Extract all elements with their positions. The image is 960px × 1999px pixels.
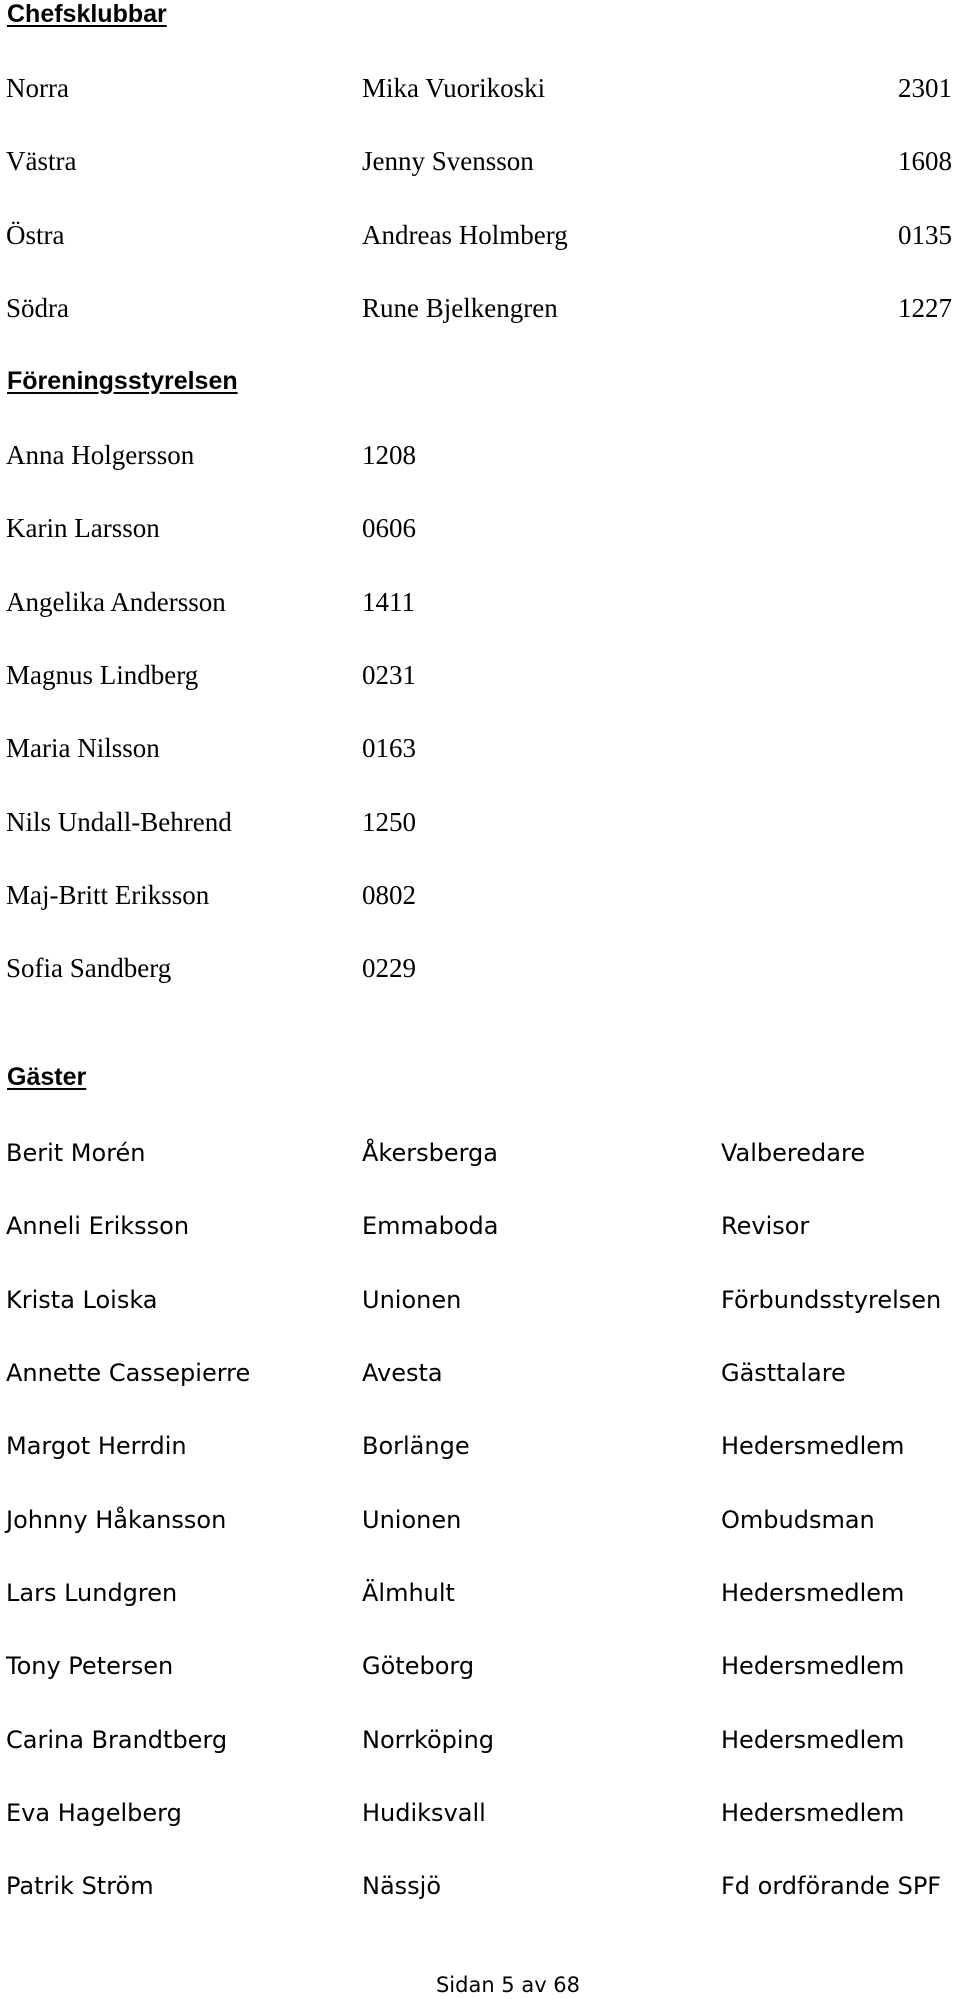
guest-place-cell: Älmhult — [362, 1579, 455, 1607]
guest-role-cell: Gästtalare — [721, 1359, 846, 1387]
region-cell: Södra — [6, 293, 69, 323]
page-footer — [0, 1972, 960, 1998]
list-item — [0, 288, 960, 328]
guest-place-cell: Unionen — [362, 1506, 462, 1534]
table-row — [0, 1646, 960, 1686]
section-heading-foreningsstyrelsen: Föreningsstyrelsen — [7, 367, 238, 395]
name-cell: Mika Vuorikoski — [362, 73, 546, 103]
number-cell: 0231 — [362, 660, 416, 690]
guest-place-cell: Norrköping — [362, 1726, 495, 1754]
table-row — [0, 1793, 960, 1833]
guest-place-cell: Hudiksvall — [362, 1799, 486, 1827]
number-cell: 0802 — [362, 880, 416, 910]
number-cell: 1250 — [362, 807, 416, 837]
guest-role-cell: Hedersmedlem — [721, 1579, 905, 1607]
name-cell: Anna Holgersson — [6, 440, 195, 470]
section-heading-chefsklubbar: Chefsklubbar — [7, 0, 167, 28]
name-cell: Nils Undall-Behrend — [6, 807, 232, 837]
table-row — [0, 1426, 960, 1466]
page-number-label: Sidan 5 av 68 — [435, 1973, 581, 1997]
guest-role-cell: Hedersmedlem — [721, 1799, 905, 1827]
number-cell: 1608 — [898, 146, 952, 176]
guest-place-cell: Emmaboda — [362, 1212, 499, 1240]
guest-name-cell: Carina Brandtberg — [6, 1726, 228, 1754]
list-item — [0, 728, 960, 768]
guest-role-cell: Förbundsstyrelsen — [721, 1286, 942, 1314]
guest-place-cell: Nässjö — [362, 1872, 442, 1900]
guest-role-cell: Ombudsman — [721, 1506, 875, 1534]
number-cell: 1411 — [362, 587, 415, 617]
guest-name-cell: Annette Cassepierre — [6, 1359, 251, 1387]
guest-name-cell: Eva Hagelberg — [6, 1799, 182, 1827]
list-item — [0, 435, 960, 475]
guest-name-cell: Tony Petersen — [6, 1652, 174, 1680]
list-item — [0, 802, 960, 842]
guest-name-cell: Berit Morén — [6, 1139, 146, 1167]
list-item — [0, 582, 960, 622]
list-item — [0, 215, 960, 255]
list-item — [0, 655, 960, 695]
name-cell: Karin Larsson — [6, 513, 160, 543]
guest-name-cell: Anneli Eriksson — [6, 1212, 190, 1240]
guest-place-cell: Åkersberga — [362, 1139, 498, 1167]
list-item — [0, 948, 960, 988]
region-cell: Norra — [6, 73, 69, 103]
number-cell: 2301 — [898, 73, 952, 103]
number-cell: 1208 — [362, 440, 416, 470]
table-row — [0, 1133, 960, 1173]
name-cell: Maj-Britt Eriksson — [6, 880, 210, 910]
number-cell: 0163 — [362, 733, 416, 763]
guest-place-cell: Borlänge — [362, 1432, 470, 1460]
guest-role-cell: Hedersmedlem — [721, 1432, 905, 1460]
number-cell: 0606 — [362, 513, 416, 543]
region-cell: Östra — [6, 220, 65, 250]
number-cell: 1227 — [898, 293, 952, 323]
guest-role-cell: Valberedare — [721, 1139, 866, 1167]
list-item — [0, 141, 960, 181]
name-cell: Andreas Holmberg — [362, 220, 568, 250]
table-row — [0, 1866, 960, 1906]
section-heading-gaster: Gäster — [7, 1063, 87, 1091]
table-row — [0, 1280, 960, 1320]
guest-name-cell: Krista Loiska — [6, 1286, 158, 1314]
name-cell: Magnus Lindberg — [6, 660, 199, 690]
list-item — [0, 508, 960, 548]
list-item — [0, 68, 960, 108]
table-row — [0, 1206, 960, 1246]
guest-role-cell: Hedersmedlem — [721, 1726, 905, 1754]
guest-name-cell: Margot Herrdin — [6, 1432, 187, 1460]
number-cell: 0135 — [898, 220, 952, 250]
name-cell: Angelika Andersson — [6, 587, 226, 617]
guest-name-cell: Patrik Ström — [6, 1872, 154, 1900]
guest-name-cell: Lars Lundgren — [6, 1579, 178, 1607]
guest-name-cell: Johnny Håkansson — [6, 1506, 227, 1534]
table-row — [0, 1573, 960, 1613]
guest-place-cell: Unionen — [362, 1286, 462, 1314]
number-cell: 0229 — [362, 953, 416, 983]
region-cell: Västra — [6, 146, 77, 176]
guest-place-cell: Göteborg — [362, 1652, 475, 1680]
list-item — [0, 875, 960, 915]
guest-role-cell: Fd ordförande SPF — [721, 1872, 942, 1900]
name-cell: Maria Nilsson — [6, 733, 160, 763]
name-cell: Jenny Svensson — [362, 146, 534, 176]
table-row — [0, 1353, 960, 1393]
guest-place-cell: Avesta — [362, 1359, 443, 1387]
name-cell: Rune Bjelkengren — [362, 293, 558, 323]
table-row — [0, 1720, 960, 1760]
guest-role-cell: Revisor — [721, 1212, 810, 1240]
table-row — [0, 1500, 960, 1540]
name-cell: Sofia Sandberg — [6, 953, 172, 983]
guest-role-cell: Hedersmedlem — [721, 1652, 905, 1680]
